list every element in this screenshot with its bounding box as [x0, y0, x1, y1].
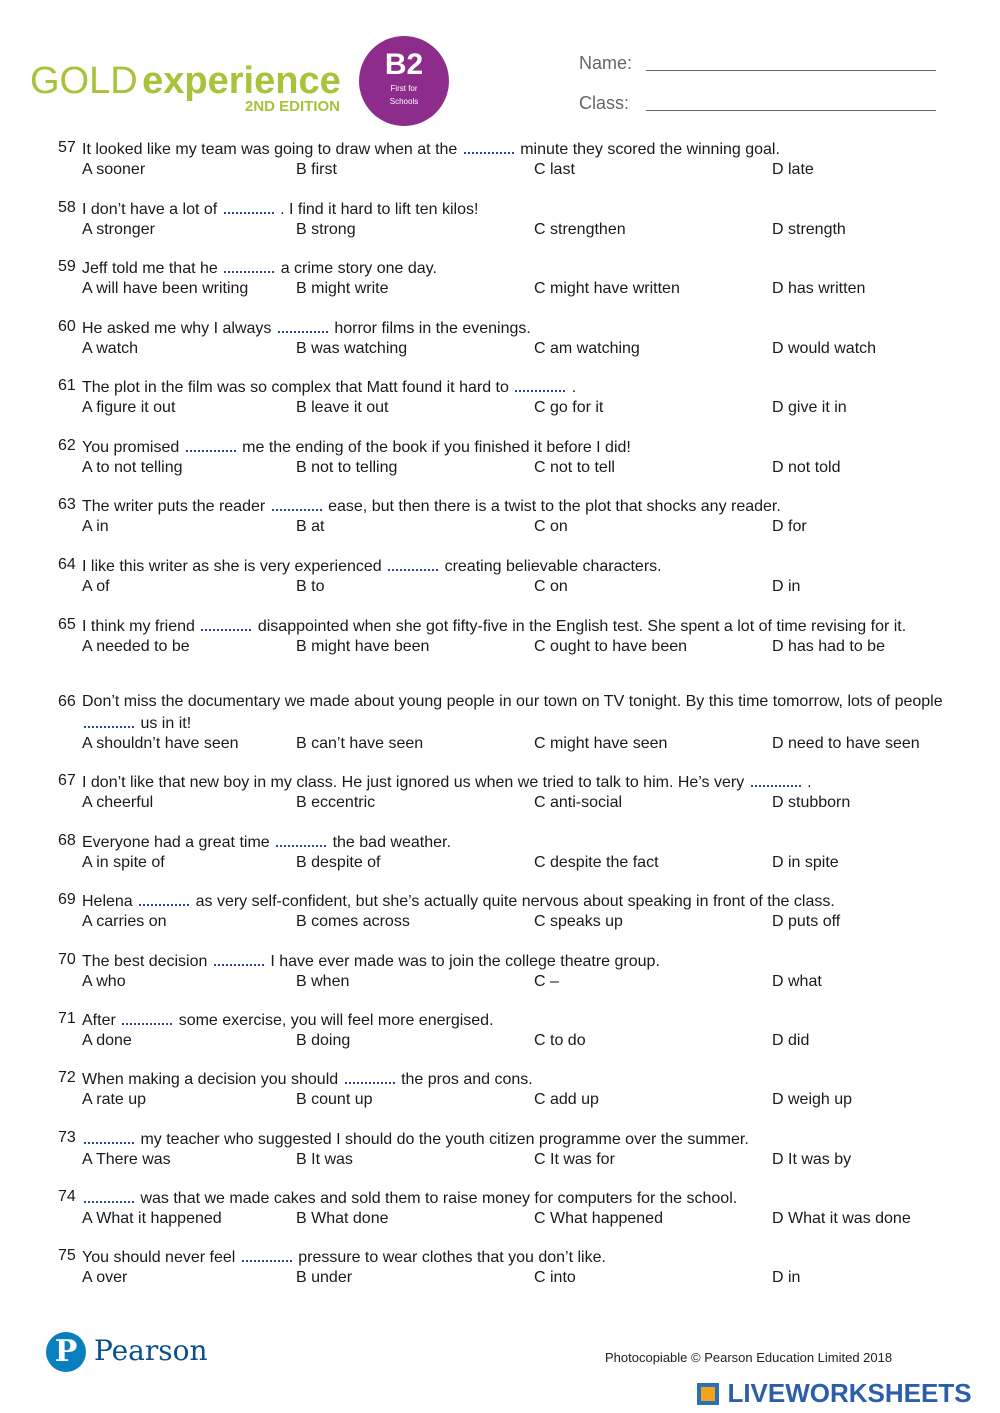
liveworksheets-text: LIVEWORKSHEETS	[727, 1378, 972, 1408]
answer-blank[interactable]	[388, 555, 438, 571]
logo-experience-text: experience	[142, 60, 341, 102]
question-text-before: It looked like my team was going to draw when at the	[82, 141, 458, 158]
answer-options	[58, 972, 948, 992]
option-c[interactable]: C last	[534, 161, 575, 178]
option-d[interactable]: D late	[772, 161, 814, 178]
question-number: 75	[58, 1247, 76, 1264]
question-text-before: You should never feel	[82, 1249, 236, 1266]
option-b[interactable]: B leave it out	[296, 399, 389, 416]
name-label: Name:	[579, 53, 633, 73]
question-item	[58, 555, 948, 597]
name-field[interactable]	[646, 70, 936, 71]
option-d[interactable]: D has had to be	[772, 638, 885, 655]
question-item	[58, 950, 948, 992]
question-text-before: The plot in the film was so complex that Matt found it hard to	[82, 379, 509, 396]
option-c[interactable]: C on	[534, 518, 568, 535]
question-item	[58, 615, 948, 657]
question-text-before: Jeff told me that he	[82, 260, 218, 277]
question-stem	[58, 555, 948, 577]
option-a[interactable]: A watch	[82, 340, 139, 357]
option-c[interactable]: C speaks up	[534, 913, 623, 930]
question-number: 74	[58, 1188, 76, 1205]
answer-options	[58, 853, 948, 873]
option-d[interactable]: D for	[772, 518, 807, 535]
answer-blank[interactable]	[278, 317, 328, 333]
question-text-after: .	[807, 774, 812, 791]
option-a[interactable]: A cheerful	[82, 794, 154, 811]
question-text-after: the bad weather.	[332, 834, 451, 851]
question-text-after: horror films in the evenings.	[334, 320, 531, 337]
answer-options	[58, 1268, 948, 1288]
question-item	[58, 257, 948, 299]
answer-options	[58, 1031, 948, 1051]
option-c[interactable]: C to do	[534, 1032, 586, 1049]
question-number: 66	[58, 693, 76, 710]
option-a[interactable]: A figure it out	[82, 399, 176, 416]
question-item	[58, 890, 948, 932]
option-c[interactable]: C not to tell	[534, 459, 615, 476]
question-number: 59	[58, 258, 76, 275]
question-number: 68	[58, 832, 76, 849]
question-text-before: He asked me why I always	[82, 320, 272, 337]
question-text-after: me the ending of the book if you finished it before I did!	[242, 439, 631, 456]
question-stem	[58, 495, 948, 517]
question-number: 62	[58, 437, 76, 454]
option-c[interactable]: C might have written	[534, 280, 680, 297]
question-stem	[58, 1246, 948, 1268]
question-number: 64	[58, 556, 76, 573]
question-text-before: I think my friend	[82, 618, 195, 635]
question-text-after: my teacher who suggested I should do the youth citizen programme over the summer.	[140, 1131, 749, 1148]
answer-blank[interactable]	[139, 890, 189, 906]
option-c[interactable]: C go for it	[534, 399, 604, 416]
option-c[interactable]: C am watching	[534, 340, 640, 357]
question-text-before: I don’t like that new boy in my class. He just ignored us when we tried to talk to him. He’s very	[82, 774, 745, 791]
question-item	[58, 317, 948, 359]
answer-blank[interactable]	[242, 1246, 292, 1262]
question-text-after: us in it!	[140, 715, 192, 732]
option-d[interactable]: D puts off	[772, 913, 841, 930]
question-item	[58, 138, 948, 180]
question-text-before: Don’t miss the documentary we made about young people in our town on TV tonight. By this time tomorrow, lots of people	[82, 693, 943, 710]
option-d[interactable]: D stubborn	[772, 794, 851, 811]
option-c[interactable]: C on	[534, 578, 568, 595]
question-stem	[58, 950, 948, 972]
question-stem	[58, 831, 948, 853]
logo-gold-text: GOLD	[30, 60, 138, 102]
option-c[interactable]: C anti-social	[534, 794, 623, 811]
answer-blank[interactable]	[186, 436, 236, 452]
answer-blank[interactable]	[272, 495, 322, 511]
option-c[interactable]: C despite the fact	[534, 854, 659, 871]
question-number: 65	[58, 616, 76, 633]
option-c[interactable]: C add up	[534, 1091, 599, 1108]
option-a[interactable]: A who	[82, 973, 126, 990]
liveworksheets-icon	[697, 1383, 719, 1405]
question-text-before: When making a decision you should	[82, 1071, 339, 1088]
question-stem	[58, 1187, 948, 1209]
logo-edition-text: 2ND EDITION	[245, 98, 341, 115]
question-stem	[58, 198, 948, 220]
option-b[interactable]: B to	[296, 578, 325, 595]
answer-blank[interactable]	[84, 1187, 134, 1203]
question-text-before: Helena	[82, 893, 133, 910]
question-item	[58, 1009, 948, 1051]
option-d[interactable]: D need to have seen	[772, 735, 920, 752]
question-number: 63	[58, 496, 76, 513]
question-text-after: a crime story one day.	[280, 260, 437, 277]
answer-blank[interactable]	[515, 376, 565, 392]
answer-options	[58, 793, 948, 813]
question-item	[58, 1246, 948, 1288]
class-label: Class:	[579, 93, 630, 113]
question-item	[58, 771, 948, 813]
pearson-wordmark: Pearson	[94, 1334, 208, 1367]
pearson-p-icon: P	[46, 1332, 86, 1372]
option-a[interactable]: A What it happened	[82, 1210, 222, 1227]
question-item	[58, 1068, 948, 1110]
question-text-after: pressure to wear clothes that you don’t like.	[298, 1249, 606, 1266]
option-d[interactable]: D has written	[772, 280, 866, 297]
option-a[interactable]: A sooner	[82, 161, 146, 178]
option-a[interactable]: A carries on	[82, 913, 167, 930]
answer-blank[interactable]	[276, 831, 326, 847]
option-b[interactable]: B can’t have seen	[296, 735, 424, 752]
question-number: 61	[58, 377, 76, 394]
question-item	[58, 376, 948, 418]
question-item	[58, 1187, 948, 1229]
option-b[interactable]: B when	[296, 973, 350, 990]
badge-sub-line1: First for	[390, 84, 418, 93]
option-a[interactable]: A to not telling	[82, 459, 183, 476]
question-number: 71	[58, 1010, 76, 1027]
answer-options	[58, 458, 948, 478]
question-stem	[58, 692, 948, 734]
option-b[interactable]: B despite of	[296, 854, 381, 871]
option-b[interactable]: B under	[296, 1269, 353, 1286]
question-stem	[58, 890, 948, 912]
answer-options	[58, 160, 948, 180]
option-a[interactable]: A rate up	[82, 1091, 147, 1108]
option-b[interactable]: B first	[296, 161, 337, 178]
question-stem	[58, 376, 948, 398]
question-text-after: creating believable characters.	[444, 558, 662, 575]
question-text-before: You promised	[82, 439, 180, 456]
option-a[interactable]: A will have been writing	[82, 280, 249, 297]
answer-blank[interactable]	[345, 1068, 395, 1084]
option-c[interactable]: C –	[534, 973, 559, 990]
gold-experience-logo	[30, 60, 341, 115]
question-text-after: I have ever made was to join the college theatre group.	[270, 953, 660, 970]
question-text-before: After	[82, 1012, 116, 1029]
option-d[interactable]: D It was by	[772, 1151, 852, 1168]
question-number: 58	[58, 199, 76, 216]
answer-blank[interactable]	[751, 771, 801, 787]
question-text-after: . I find it hard to lift ten kilos!	[280, 201, 479, 218]
option-d[interactable]: D not told	[772, 459, 841, 476]
option-d[interactable]: D in	[772, 1269, 801, 1286]
answer-blank[interactable]	[201, 615, 251, 631]
option-d[interactable]: D in	[772, 578, 801, 595]
question-text-before: I like this writer as she is very experienced	[82, 558, 382, 575]
option-b[interactable]: B not to telling	[296, 459, 398, 476]
option-c[interactable]: C It was for	[534, 1151, 615, 1168]
option-a[interactable]: A done	[82, 1032, 132, 1049]
option-d[interactable]: D what	[772, 973, 822, 990]
question-item	[58, 692, 948, 754]
option-c[interactable]: C strengthen	[534, 221, 626, 238]
answer-options	[58, 339, 948, 359]
question-number: 70	[58, 951, 76, 968]
option-a[interactable]: A of	[82, 578, 110, 595]
question-number: 73	[58, 1129, 76, 1146]
question-text-after: some exercise, you will feel more energised.	[178, 1012, 494, 1029]
question-stem	[58, 1009, 948, 1031]
option-c[interactable]: C might have seen	[534, 735, 668, 752]
option-d[interactable]: D did	[772, 1032, 810, 1049]
option-b[interactable]: B eccentric	[296, 794, 376, 811]
option-c[interactable]: C What happened	[534, 1210, 663, 1227]
question-stem	[58, 317, 948, 339]
question-text-after: disappointed when she got fifty-five in the English test. She spent a lot of time revising for it.	[257, 618, 907, 635]
option-a[interactable]: A over	[82, 1269, 128, 1286]
answer-options	[58, 637, 948, 657]
answer-options	[58, 279, 948, 299]
class-field[interactable]	[646, 110, 936, 111]
copyright-notice: Photocopiable © Pearson Education Limited 2018	[605, 1350, 893, 1365]
question-text-after: minute they scored the winning goal.	[520, 141, 780, 158]
question-text-after: was that we made cakes and sold them to raise money for computers for the school.	[140, 1190, 738, 1207]
question-text-before: The writer puts the reader	[82, 498, 266, 515]
answer-blank[interactable]	[122, 1009, 172, 1025]
question-number: 67	[58, 772, 76, 789]
answer-blank[interactable]	[224, 257, 274, 273]
question-stem	[58, 1068, 948, 1090]
question-text-before: I don’t have a lot of	[82, 201, 218, 218]
option-b[interactable]: B It was	[296, 1151, 353, 1168]
question-text-after: the pros and cons.	[401, 1071, 533, 1088]
option-b[interactable]: B might write	[296, 280, 389, 297]
question-stem	[58, 771, 948, 793]
answer-blank[interactable]	[464, 138, 514, 154]
answer-options	[58, 912, 948, 932]
option-a[interactable]: A needed to be	[82, 638, 190, 655]
question-stem	[58, 1128, 948, 1150]
option-d[interactable]: D strength	[772, 221, 846, 238]
answer-options	[58, 577, 948, 597]
question-number: 60	[58, 318, 76, 335]
question-stem	[58, 436, 948, 458]
answer-options	[58, 734, 948, 754]
answer-options	[58, 398, 948, 418]
option-d[interactable]: D What it was done	[772, 1210, 911, 1227]
answer-options	[58, 517, 948, 537]
question-item	[58, 495, 948, 537]
question-item	[58, 1128, 948, 1170]
answer-options	[58, 1209, 948, 1229]
option-b[interactable]: B was watching	[296, 340, 408, 357]
question-stem	[58, 615, 948, 637]
option-d[interactable]: D give it in	[772, 399, 847, 416]
option-a[interactable]: A in spite of	[82, 854, 165, 871]
option-a[interactable]: A in	[82, 518, 109, 535]
answer-blank[interactable]	[84, 1128, 134, 1144]
answer-options	[58, 220, 948, 240]
question-item	[58, 198, 948, 240]
liveworksheets-logo	[697, 1378, 972, 1408]
option-b[interactable]: B strong	[296, 221, 356, 238]
question-item	[58, 436, 948, 478]
option-d[interactable]: D would watch	[772, 340, 877, 357]
option-c[interactable]: C into	[534, 1269, 576, 1286]
answer-blank[interactable]	[224, 198, 274, 214]
option-b[interactable]: B at	[296, 518, 325, 535]
answer-options	[58, 1090, 948, 1110]
question-item	[58, 831, 948, 873]
option-b[interactable]: B What done	[296, 1210, 389, 1227]
answer-blank[interactable]	[84, 712, 134, 728]
option-b[interactable]: B doing	[296, 1032, 351, 1049]
option-a[interactable]: A There was	[82, 1151, 171, 1168]
question-stem	[58, 138, 948, 160]
option-a[interactable]: A stronger	[82, 221, 155, 238]
question-number: 57	[58, 139, 76, 156]
question-text-after: .	[571, 379, 577, 396]
answer-blank[interactable]	[214, 950, 264, 966]
question-text-after: as very self-confident, but she’s actually quite nervous about speaking in front of the class.	[195, 893, 835, 910]
option-c[interactable]: C ought to have been	[534, 638, 688, 655]
question-text-before: Everyone had a great time	[82, 834, 270, 851]
badge-level: B2	[384, 48, 424, 81]
question-number: 69	[58, 891, 76, 908]
option-b[interactable]: B comes across	[296, 913, 410, 930]
answer-options	[58, 1150, 948, 1170]
question-number: 72	[58, 1069, 76, 1086]
option-b[interactable]: B count up	[296, 1091, 373, 1108]
badge-sub-line2: Schools	[389, 97, 419, 106]
option-b[interactable]: B might have been	[296, 638, 430, 655]
option-d[interactable]: D weigh up	[772, 1091, 853, 1108]
question-stem	[58, 257, 948, 279]
question-text-after: ease, but then there is a twist to the plot that shocks any reader.	[328, 498, 781, 515]
option-a[interactable]: A shouldn’t have seen	[82, 735, 239, 752]
question-text-before: The best decision	[82, 953, 208, 970]
b2-badge	[359, 36, 449, 126]
option-d[interactable]: D in spite	[772, 854, 839, 871]
